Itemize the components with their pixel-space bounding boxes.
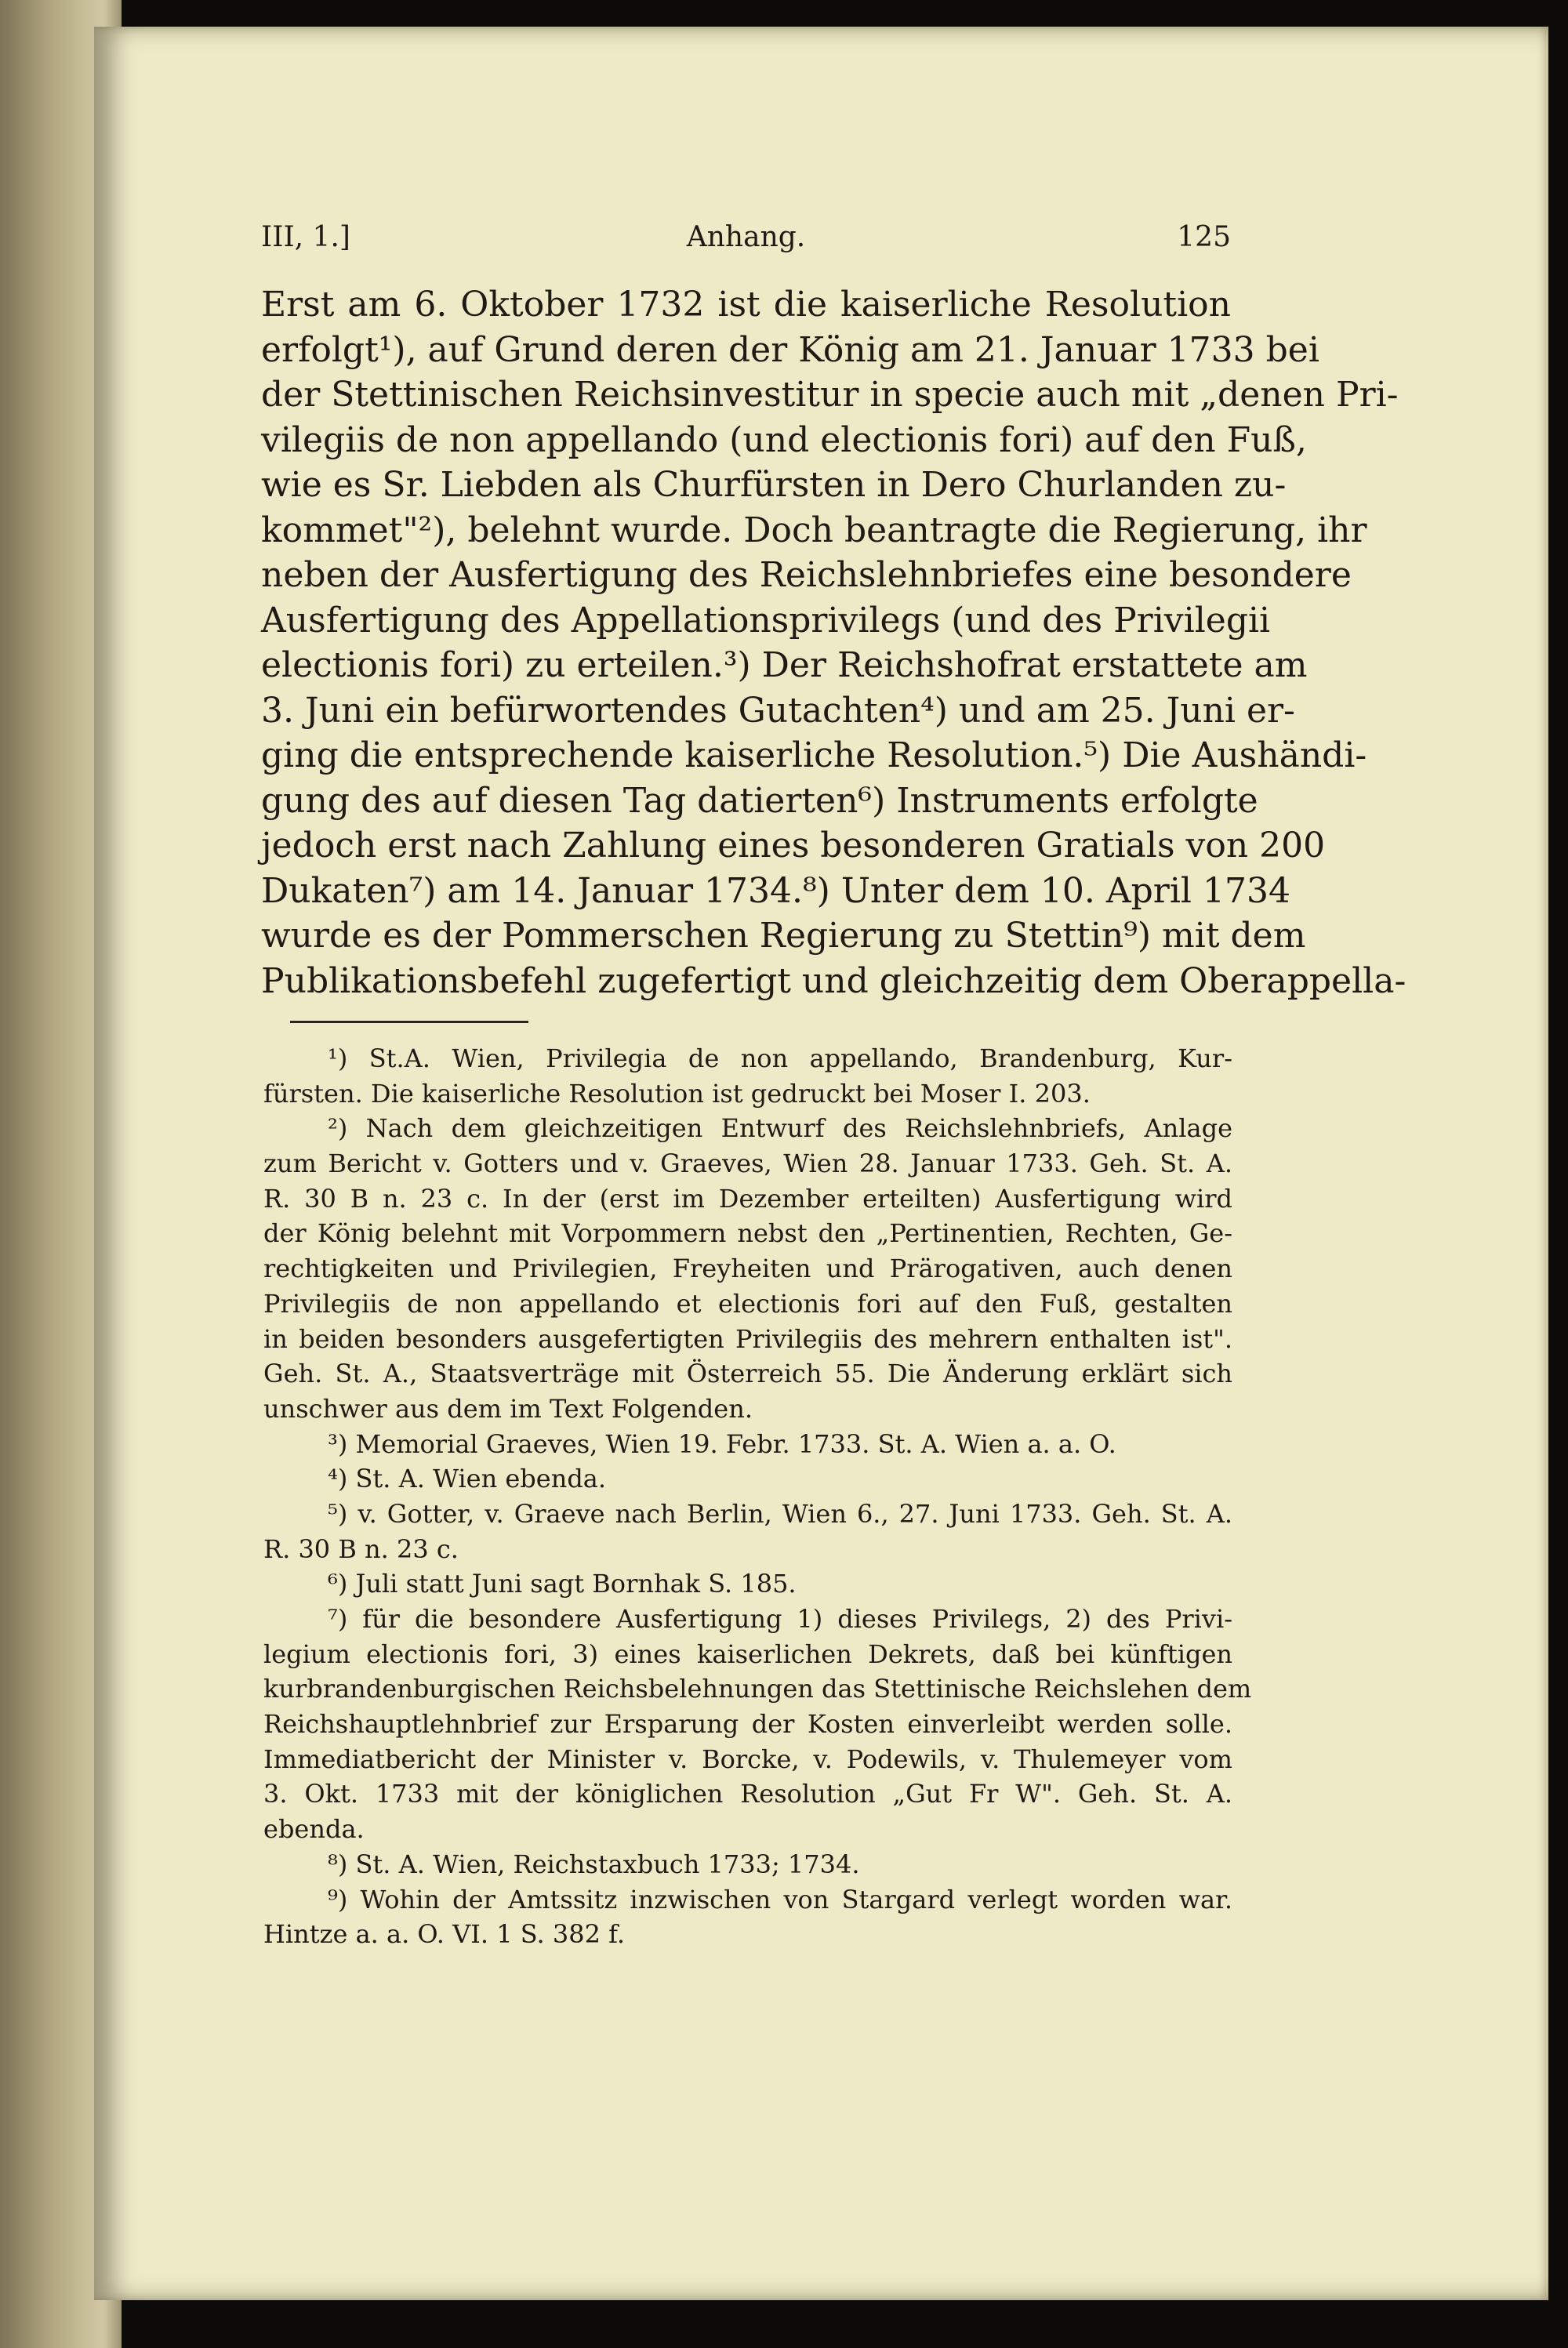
text-line: wie es Sr. Liebden als Churfürsten in Dero Churlanden zu- [261, 465, 1287, 505]
footnote-line: fürsten. Die kaiserliche Resolution ist gedruckt bei Moser I. 203. [263, 1078, 1091, 1109]
text-line: kommet"²), belehnt wurde. Doch beantragte die Regierung, ihr [261, 510, 1367, 550]
text-line: Publikationsbefehl zugefertigt und gleichzeitig dem Oberappella- [261, 960, 1406, 1001]
text-line: 3. Juni ein befürwortendes Gutachten⁴) und am 25. Juni er- [261, 690, 1295, 731]
footnote-line: ⁷) für die besondere Ausfertigung 1) dieses Privilegs, 2) des Privi- [328, 1604, 1232, 1634]
text-line: gung des auf diesen Tag datierten⁶) Instruments erfolgte [261, 780, 1258, 821]
footnote-line: Hintze a. a. O. VI. 1 S. 382 f. [263, 1919, 625, 1950]
footnote-line: unschwer aus dem im Text Folgenden. [263, 1393, 753, 1424]
text-line: erfolgt¹), auf Grund deren der König am 21. Januar 1733 bei [261, 329, 1319, 370]
footnote-line: ⁵) v. Gotter, v. Graeve nach Berlin, Wien 6., 27. Juni 1733. Geh. St. A. [328, 1498, 1232, 1529]
main-text [261, 282, 1406, 1003]
footnote-line: ⁹) Wohin der Amtssitz inzwischen von Stargard verlegt worden war. [328, 1884, 1232, 1914]
text-line: wurde es der Pommerschen Regierung zu Stettin⁹) mit dem [261, 916, 1306, 956]
text-line: Ausfertigung des Appellationsprivilegs (und des Privilegii [261, 600, 1271, 641]
page-number: 125 [1177, 221, 1231, 253]
text-line: vilegiis de non appellando (und electionis fori) auf den Fuß, [261, 419, 1307, 460]
footnote-line: Privilegiis de non appellando et electionis fori auf den Fuß, gestalten [263, 1288, 1232, 1319]
text-line: ging die entsprechende kaiserliche Resolution.⁵) Die Aushändi- [261, 735, 1367, 775]
footnote-line: kurbrandenburgischen Reichsbelehnungen das Stettinische Reichslehen dem [263, 1674, 1252, 1704]
footnote-line: ⁸) St. A. Wien, Reichstaxbuch 1733; 1734. [328, 1849, 860, 1879]
footnote-divider [290, 1021, 528, 1023]
footnote-line: ⁴) St. A. Wien ebenda. [328, 1464, 607, 1494]
text-line: jedoch erst nach Zahlung eines besonderen Gratials von 200 [261, 826, 1326, 866]
footnote-line: 3. Okt. 1733 mit der königlichen Resolution „Gut Fr W". Geh. St. A. [263, 1779, 1232, 1809]
footnote-line: Geh. St. A., Staatsverträge mit Österreich 55. Die Änderung erklärt sich [263, 1359, 1232, 1389]
text-line: electionis fori) zu erteilen.³) Der Reichshofrat erstattete am [261, 645, 1308, 685]
running-header [261, 221, 1231, 260]
footnote-line: R. 30 B n. 23 c. In der (erst im Dezember erteilten) Ausfertigung wird [263, 1183, 1232, 1214]
footnote-line: der König belehnt mit Vorpommern nebst den „Pertinentien, Rechten, Ge- [263, 1218, 1232, 1249]
footnote-line: Reichshauptlehnbrief zur Ersparung der Kosten einverleibt werden solle. [263, 1709, 1232, 1740]
text-line: Erst am 6. Oktober 1732 ist die kaiserliche Resolution [261, 285, 1231, 325]
footnote-line: ebenda. [263, 1814, 365, 1845]
section-label: III, 1.] [261, 221, 350, 253]
footnote-line: ¹) St.A. Wien, Privilegia de non appellando, Brandenburg, Kur- [328, 1043, 1232, 1073]
footnote-line: zum Bericht v. Gotters und v. Graeves, Wien 28. Januar 1733. Geh. St. A. [263, 1149, 1232, 1179]
page-title: Anhang. [686, 221, 806, 253]
text-line: Dukaten⁷) am 14. Januar 1734.⁸) Unter dem 10. April 1734 [261, 870, 1290, 911]
footnote-line: legium electionis fori, 3) eines kaiserlichen Dekrets, daß bei künftigen [263, 1639, 1232, 1669]
text-line: neben der Ausfertigung des Reichslehnbriefes eine besondere [261, 555, 1352, 595]
footnote-line: in beiden besonders ausgefertigten Privilegiis des mehrern enthalten ist". [263, 1323, 1232, 1354]
footnote-line: Immediatbericht der Minister v. Borcke, v. Podewils, v. Thulemeyer vom [263, 1744, 1232, 1774]
text-line: der Stettinischen Reichsinvestitur in specie auch mit „denen Pri- [261, 375, 1399, 415]
footnote-line: ⁶) Juli statt Juni sagt Bornhak S. 185. [328, 1569, 797, 1599]
footnote-line: ³) Memorial Graeves, Wien 19. Febr. 1733. St. A. Wien a. a. O. [328, 1428, 1116, 1459]
footnote-line: rechtigkeiten und Privilegien, Freyheiten und Prärogativen, auch denen [263, 1254, 1232, 1284]
footnote-line: ²) Nach dem gleichzeitigen Entwurf des Reichslehnbriefs, Anlage [328, 1113, 1232, 1144]
footnote-line: R. 30 B n. 23 c. [263, 1533, 459, 1564]
footnotes [263, 1041, 1252, 1952]
